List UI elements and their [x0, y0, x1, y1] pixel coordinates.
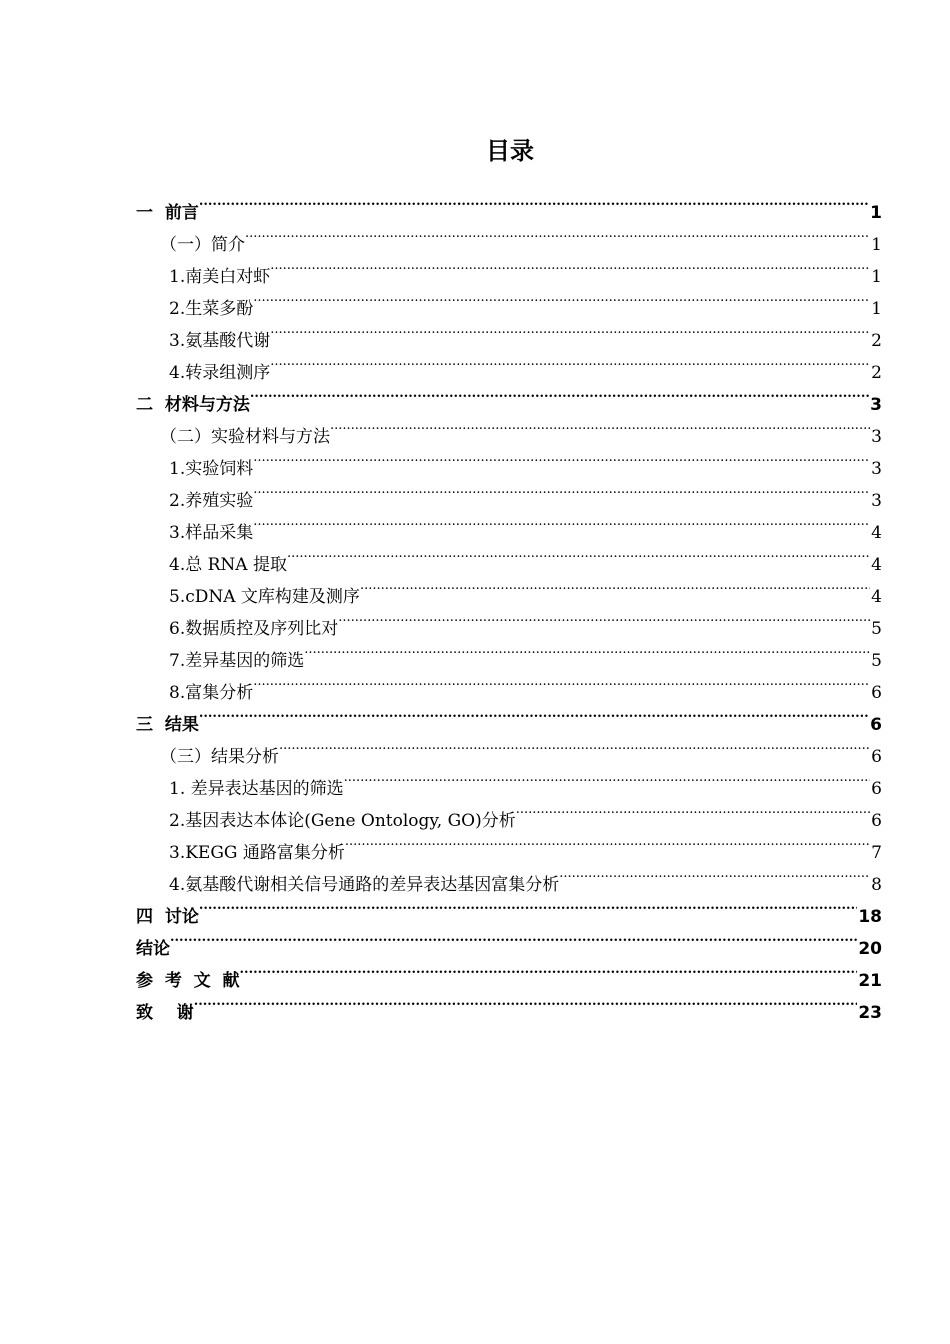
toc-entry-label: （二）实验材料与方法 [160, 427, 330, 447]
toc-dot-leader [199, 186, 869, 218]
toc-dot-leader [338, 602, 870, 634]
toc-dot-leader [360, 570, 870, 602]
toc-dot-leader [253, 442, 870, 474]
toc-entry-label: （一）简介 [160, 235, 245, 255]
toc-dot-leader [250, 378, 869, 410]
toc-dot-leader [304, 634, 870, 666]
toc-entry-page-number: 5 [871, 619, 882, 639]
toc-entry-page-number: 1 [871, 267, 882, 287]
toc-entry-page-number: 4 [871, 523, 882, 543]
toc-entry-page-number: 18 [858, 907, 882, 927]
toc-entry-label: 3.样品采集 [169, 523, 254, 543]
toc-entry-label: 一 前言 [136, 203, 199, 223]
toc-dot-leader [279, 730, 870, 762]
toc-entry-page-number: 5 [871, 651, 882, 671]
toc-entry[interactable] [136, 250, 882, 287]
toc-dot-leader [253, 666, 870, 698]
toc-entry-label: 6.数据质控及序列比对 [169, 619, 339, 639]
toc-entry-page-number: 1 [871, 299, 882, 319]
toc-dot-leader [199, 698, 869, 730]
toc-entry-page-number: 6 [871, 811, 882, 831]
toc-entry-label: 5.cDNA 文库构建及测序 [169, 587, 360, 607]
toc-entry-page-number: 20 [858, 939, 882, 959]
toc-entry-page-number: 6 [871, 683, 882, 703]
toc-entry-label: 结论 [136, 939, 170, 959]
toc-dot-leader [170, 922, 857, 954]
toc-entry-label: 3.KEGG 通路富集分析 [169, 843, 345, 863]
toc-entry-page-number: 4 [871, 555, 882, 575]
toc-dot-leader [199, 890, 857, 922]
toc-dot-leader [253, 506, 870, 538]
toc-entry-page-number: 23 [858, 1003, 882, 1023]
toc-entry-label: （三）结果分析 [160, 747, 279, 767]
toc-dot-leader [253, 474, 870, 506]
toc-entry-label: 1.南美白对虾 [169, 267, 271, 287]
toc-entry-page-number: 3 [871, 491, 882, 511]
toc-entry-label: 参 考 文 献 [136, 971, 240, 991]
toc-entry-page-number: 8 [871, 875, 882, 895]
toc-entry-label: 3.氨基酸代谢 [169, 331, 271, 351]
table-of-contents [136, 186, 882, 1023]
toc-entry[interactable] [136, 730, 882, 767]
toc-dot-leader [270, 250, 870, 282]
toc-entry-page-number: 3 [871, 459, 882, 479]
toc-entry-label: 三 结果 [136, 715, 199, 735]
toc-entry[interactable] [136, 954, 882, 991]
toc-dot-leader [330, 410, 870, 442]
toc-dot-leader [253, 282, 870, 314]
toc-entry-label: 4.氨基酸代谢相关信号通路的差异表达基因富集分析 [169, 875, 560, 895]
toc-entry-page-number: 6 [871, 747, 882, 767]
toc-entry-label: 致 谢 [136, 1003, 194, 1023]
toc-entry-page-number: 6 [871, 779, 882, 799]
toc-dot-leader [245, 218, 870, 250]
toc-entry-page-number: 1 [870, 203, 882, 223]
toc-entry-page-number: 4 [871, 587, 882, 607]
toc-entry[interactable] [136, 218, 882, 255]
toc-entry-page-number: 3 [871, 427, 882, 447]
toc-dot-leader [559, 858, 870, 890]
toc-entry-page-number: 2 [871, 331, 882, 351]
toc-entry-label: 4.转录组测序 [169, 363, 271, 383]
toc-entry-page-number: 21 [858, 971, 882, 991]
toc-dot-leader [344, 762, 871, 794]
toc-entry-page-number: 7 [871, 843, 882, 863]
toc-entry-label: 1.实验饲料 [169, 459, 254, 479]
toc-entry-label: 1. 差异表达基因的筛选 [169, 779, 344, 799]
toc-title: 目录 [486, 137, 534, 165]
toc-entry-page-number: 1 [871, 235, 882, 255]
toc-dot-leader [287, 538, 870, 570]
toc-entry-label: 2.基因表达本体论(Gene Ontology, GO)分析 [169, 811, 516, 831]
toc-entry[interactable] [136, 890, 882, 927]
toc-entry-label: 2.养殖实验 [169, 491, 254, 511]
toc-entry-page-number: 3 [870, 395, 882, 415]
toc-entry-label: 8.富集分析 [169, 683, 254, 703]
toc-dot-leader [270, 346, 870, 378]
toc-entry[interactable] [136, 922, 882, 959]
toc-entry-page-number: 6 [870, 715, 882, 735]
toc-dot-leader [516, 794, 870, 826]
toc-dot-leader [240, 954, 858, 986]
toc-entry[interactable] [136, 186, 882, 223]
toc-entry-label: 二 材料与方法 [136, 395, 250, 415]
toc-entry-page-number: 2 [871, 363, 882, 383]
toc-entry[interactable] [136, 698, 882, 735]
toc-dot-leader [270, 314, 870, 346]
toc-entry-label: 4.总 RNA 提取 [169, 555, 287, 575]
toc-entry-label: 2.生菜多酚 [169, 299, 254, 319]
toc-dot-leader [345, 826, 870, 858]
toc-dot-leader [194, 986, 858, 1018]
toc-entry-label: 7.差异基因的筛选 [169, 651, 305, 671]
toc-entry-label: 四 讨论 [136, 907, 199, 927]
toc-entry[interactable] [136, 986, 882, 1023]
